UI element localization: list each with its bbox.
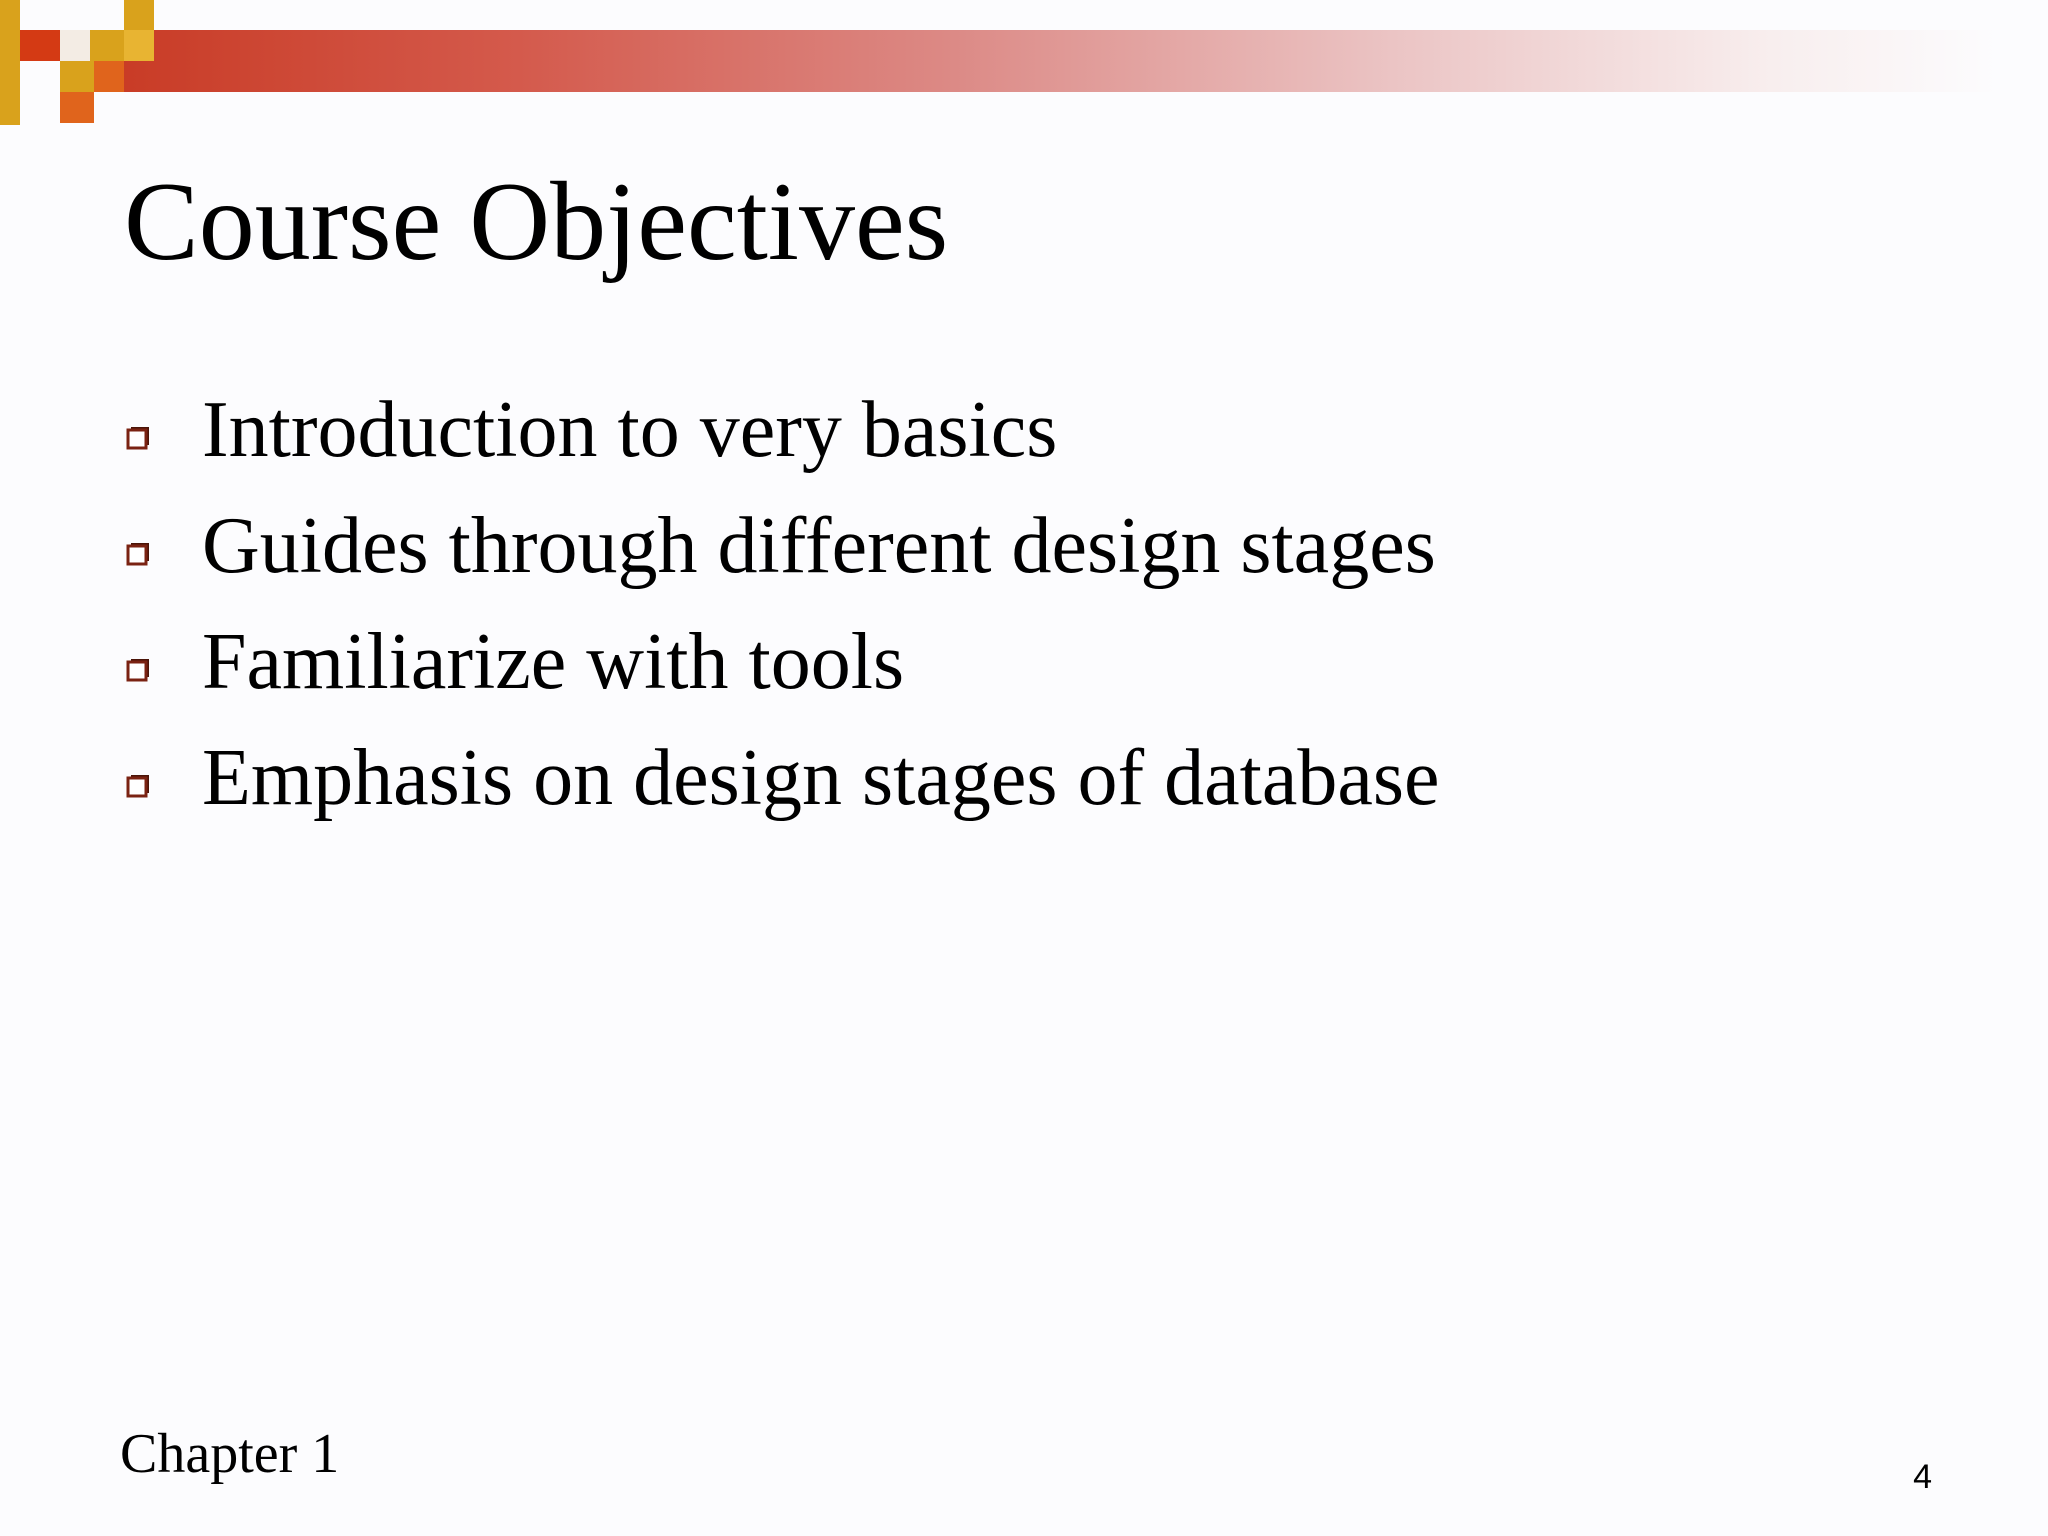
footer-chapter-label: Chapter 1 [120,1423,340,1485]
page-number: 4 [1913,1458,1932,1496]
bullet-item [124,488,1440,604]
square-bullet-icon [124,422,154,452]
bullet-text: Guides through different design stages [202,501,1436,590]
bullet-item [124,372,1440,488]
square-bullet-icon [124,654,154,684]
slide-title: Course Objectives [124,160,949,284]
bullet-text: Introduction to very basics [202,385,1058,474]
square-bullet-icon [124,538,154,568]
corner-pixel-decoration [0,0,160,125]
header-gradient-bar [100,30,2000,92]
bullet-item [124,720,1440,836]
square-bullet-icon [124,770,154,800]
bullet-text: Familiarize with tools [202,617,905,706]
bullet-text: Emphasis on design stages of database [202,733,1440,822]
bullet-list [124,372,1440,836]
bullet-item [124,604,1440,720]
